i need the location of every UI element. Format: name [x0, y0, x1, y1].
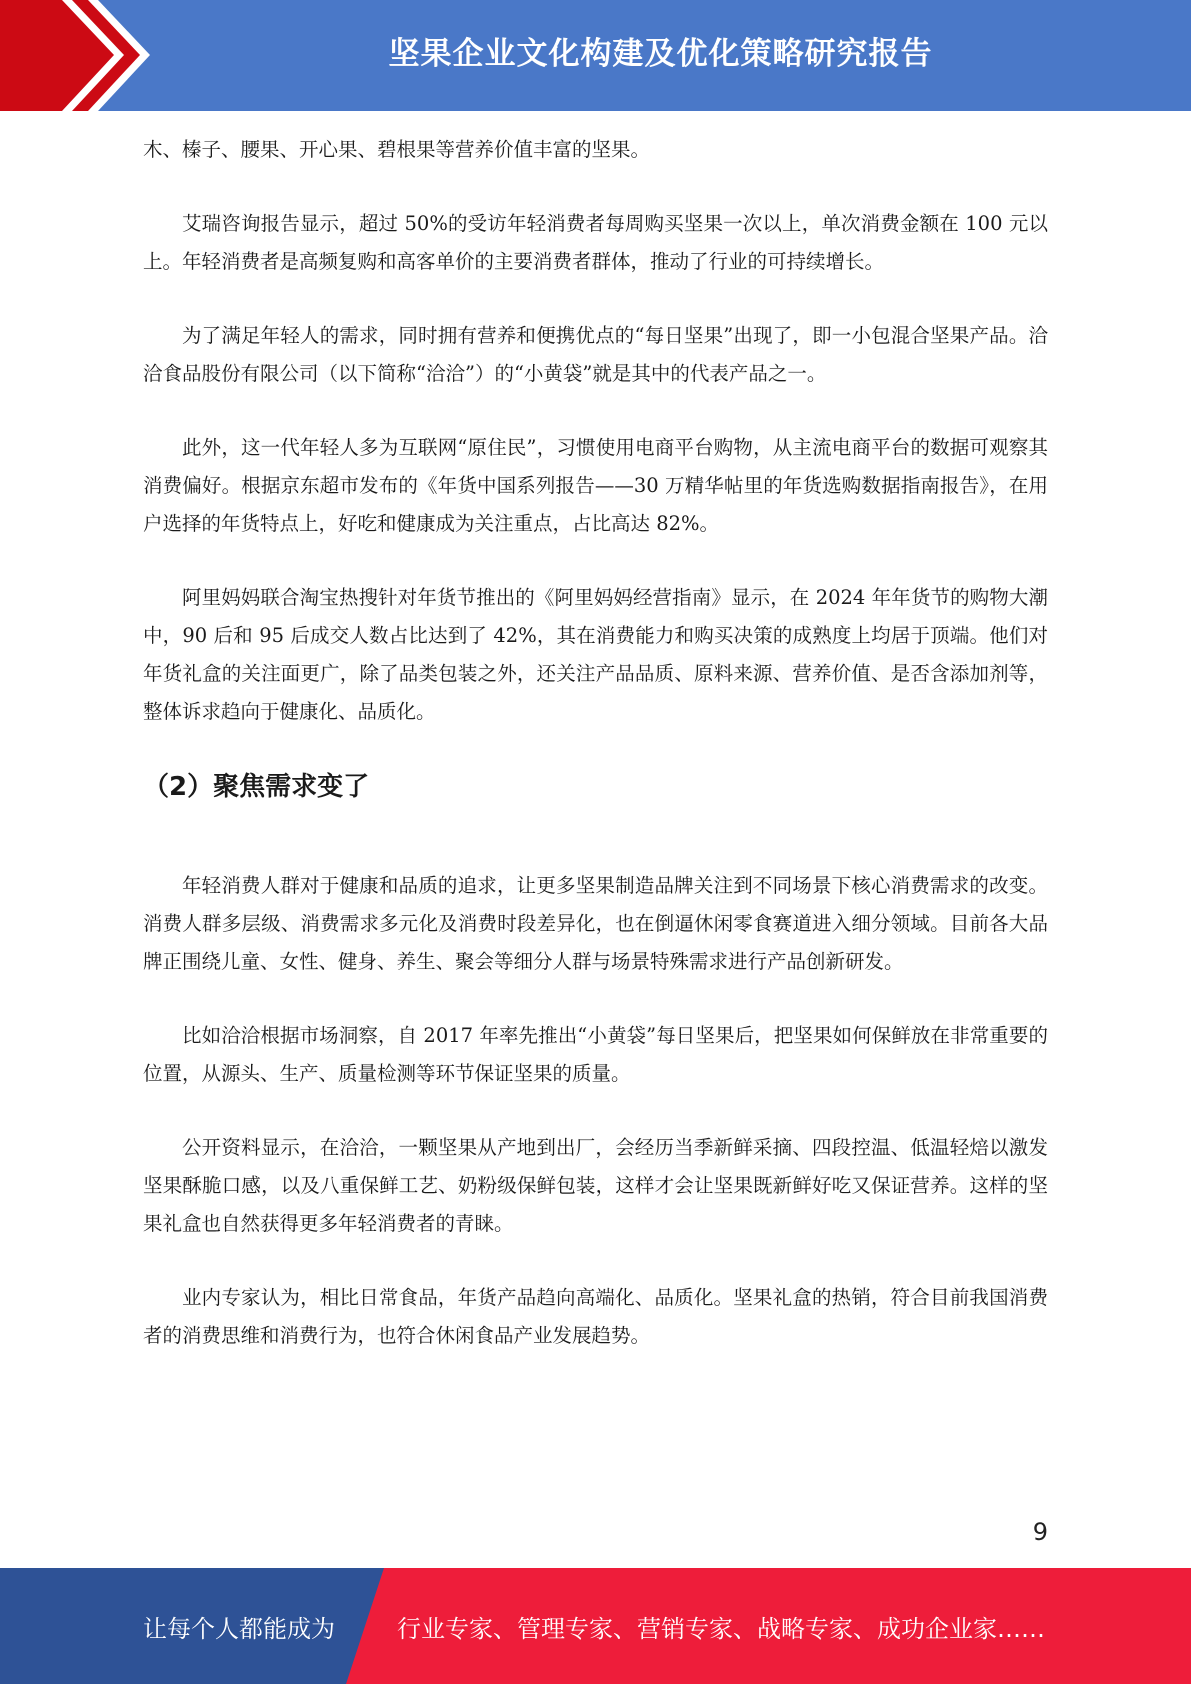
- section-heading: （2）聚焦需求变了: [143, 772, 370, 802]
- paragraph: 业内专家认为，相比日常食品，年货产品趋向高端化、品质化。坚果礼盒的热销，符合目前我国消费者的消费思维和消费行为，也符合休闲食品产业发展趋势。: [143, 1286, 1048, 1347]
- paragraph: 艾瑞咨询报告显示，超过 50%的受访年轻消费者每周购买坚果一次以上，单次消费金额在 100 元以上。年轻消费者是高频复购和高客单价的主要消费者群体，推动了行业的可持续增长。: [143, 212, 1048, 273]
- header-bar: [0, 0, 1191, 111]
- document-body: [143, 131, 1048, 1391]
- paragraph: 年轻消费人群对于健康和品质的追求，让更多坚果制造品牌关注到不同场景下核心消费需求的改变。消费人群多层级、消费需求多元化及消费时段差异化，也在倒逼休闲零食赛道进入细分领域。目前各大品牌正围绕儿童、女性、健身、养生、聚会等细分人群与场景特殊需求进行产品创新研发。: [143, 874, 1048, 973]
- paragraph: 公开资料显示，在洽洽，一颗坚果从产地到出厂，会经历当季新鲜采摘、四段控温、低温轻焙以激发坚果酥脆口感，以及八重保鲜工艺、奶粉级保鲜包装，这样才会让坚果既新鲜好吃又保证营养。这样的坚果礼盒也自然获得更多年轻消费者的青睐。: [143, 1136, 1048, 1235]
- document-title: 坚果企业文化构建及优化策略研究报告: [388, 35, 933, 72]
- paragraph: 此外，这一代年轻人多为互联网“原住民”，习惯使用电商平台购物，从主流电商平台的数据可观察其消费偏好。根据京东超市发布的《年货中国系列报告——30 万精华帖里的年货选购数据指南报告》，在用户选择的年货特点上，好吃和健康成为关注重点，占比高达 82%。: [143, 436, 1048, 535]
- footer-banner: [0, 1568, 1191, 1684]
- paragraph: 比如洽洽根据市场洞察，自 2017 年率先推出“小黄袋”每日坚果后，把坚果如何保鲜放在非常重要的位置，从源头、生产、质量检测等环节保证坚果的质量。: [143, 1024, 1048, 1085]
- paragraph: 为了满足年轻人的需求，同时拥有营养和便携优点的“每日坚果”出现了，即一小包混合坚果产品。洽洽食品股份有限公司（以下简称“洽洽”）的“小黄袋”就是其中的代表产品之一。: [143, 324, 1048, 385]
- paragraph: 阿里妈妈联合淘宝热搜针对年货节推出的《阿里妈妈经营指南》显示，在 2024 年年货节的购物大潮中，90 后和 95 后成交人数占比达到了 42%，其在消费能力和购买决策的成熟度上均居于顶端。他们对年货礼盒的关注面更广，除了品类包装之外，还关注产品品质、原料来源、营养价值、是否含添加剂等，整体诉求趋向于健康化、品质化。: [143, 586, 1048, 723]
- footer-slogan-right: 行业专家、管理专家、营销专家、战略专家、成功企业家……: [397, 1614, 1045, 1643]
- footer-slogan-left: 让每个人都能成为: [143, 1614, 335, 1643]
- paragraph: 木、榛子、腰果、开心果、碧根果等营养价值丰富的坚果。: [143, 138, 651, 161]
- page-number: 9: [1032, 1518, 1048, 1546]
